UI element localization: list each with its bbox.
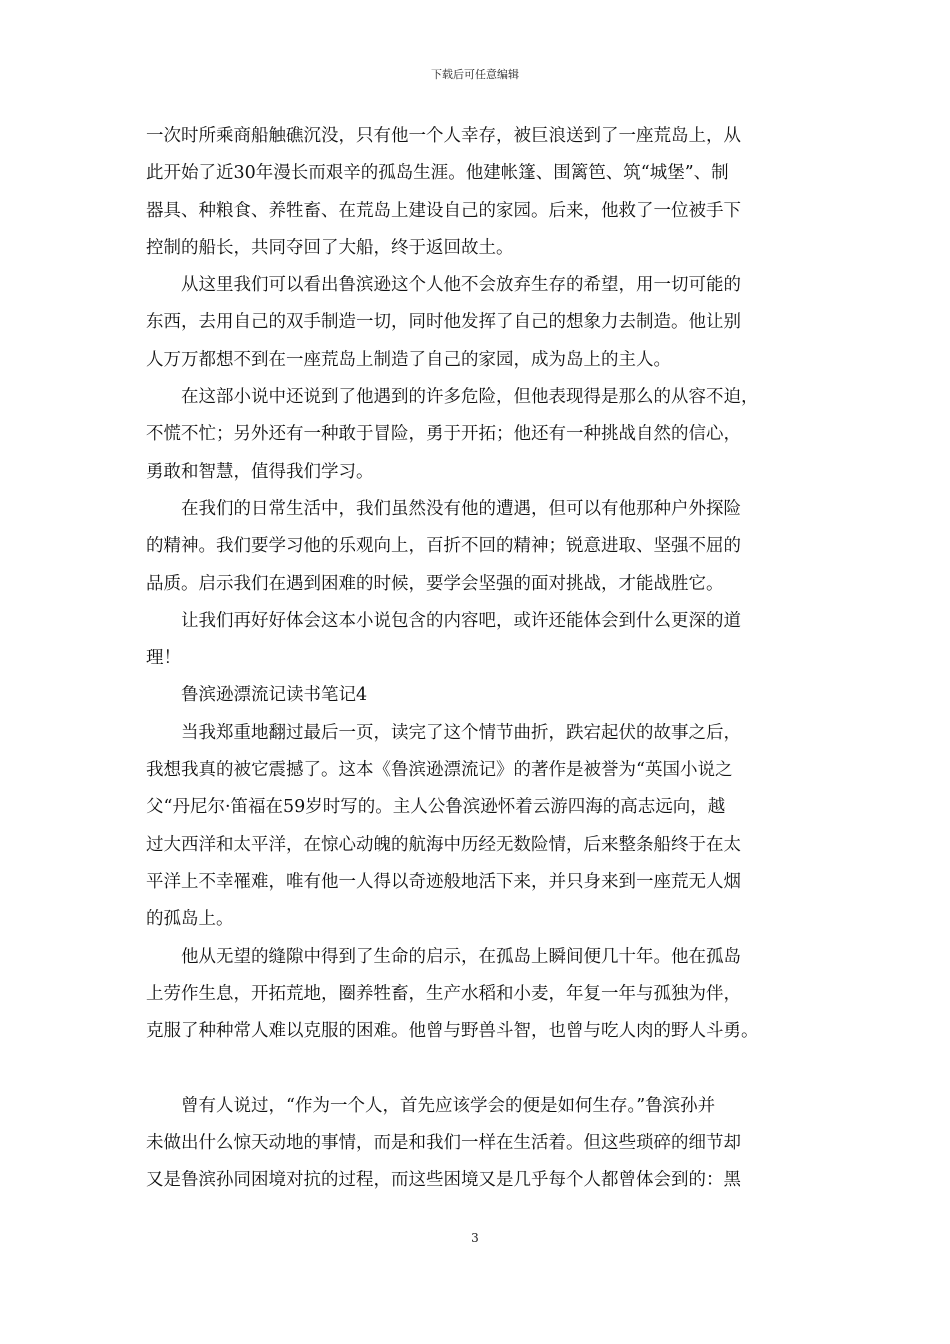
- text-line: 理！: [146, 648, 181, 669]
- text-line: 不慌不忙；另外还有一种敢于冒险，勇于开拓；他还有一种挑战自然的信心，: [146, 424, 741, 445]
- page-number: 3: [471, 1231, 479, 1245]
- text-line: 的精神。我们要学习他的乐观向上，百折不回的精神；锐意进取、坚强不屈的: [146, 536, 741, 557]
- text-line: 未做出什么惊天动地的事情，而是和我们一样在生活着。但这些琐碎的细节却: [146, 1133, 741, 1154]
- text-line: 勇敢和智慧，值得我们学习。: [146, 461, 374, 482]
- text-line: 当我郑重地翻过最后一页，读完了这个情节曲折，跌宕起伏的故事之后，: [146, 722, 741, 743]
- text-line: 父“丹尼尔·笛福在59岁时写的。主人公鲁滨逊怀着云游四海的高志远向，越: [146, 797, 726, 818]
- text-line: 在这部小说中还说到了他遇到的许多危险，但他表现得是那么的从容不迫，: [146, 387, 759, 408]
- text-line: 控制的船长，共同夺回了大船，终于返回故土。: [146, 237, 514, 258]
- page-header: 下载后可任意编辑: [431, 68, 519, 81]
- text-line: 又是鲁滨孙同困境对抗的过程，而这些困境又是几乎每个人都曾体会到的：黑: [146, 1170, 741, 1191]
- text-line: 过大西洋和太平洋，在惊心动魄的航海中历经无数险情，后来整条船终于在太: [146, 834, 741, 855]
- text-line: 鲁滨逊漂流记读书笔记4: [146, 685, 368, 706]
- text-line: 平洋上不幸罹难，唯有他一人得以奇迹般地活下来，并只身来到一座荒无人烟: [146, 871, 741, 892]
- document-body: [146, 118, 816, 1200]
- text-line: 人万万都想不到在一座荒岛上制造了自己的家园，成为岛上的主人。: [146, 349, 671, 370]
- text-line: 上劳作生息，开拓荒地，圈养牲畜，生产水稻和小麦，年复一年与孤独为伴，: [146, 983, 741, 1004]
- text-line: 让我们再好好体会这本小说包含的内容吧，或许还能体会到什么更深的道: [146, 610, 741, 631]
- text-line: 他从无望的缝隙中得到了生命的启示，在孤岛上瞬间便几十年。他在孤岛: [146, 946, 741, 967]
- text-line: 从这里我们可以看出鲁滨逊这个人他不会放弃生存的希望，用一切可能的: [146, 275, 741, 296]
- text-line: 的孤岛上。: [146, 909, 234, 930]
- text-line: 一次时所乘商船触礁沉没，只有他一个人幸存，被巨浪送到了一座荒岛上，从: [146, 126, 741, 146]
- text-line: 曾有人说过，“作为一个人，首先应该学会的便是如何生存。”鲁滨孙并: [146, 1095, 716, 1116]
- text-line: 东西，去用自己的双手制造一切，同时他发挥了自己的想象力去制造。他让别: [146, 312, 741, 333]
- text-line: 器具、种粮食、养牲畜、在荒岛上建设自己的家园。后来，他救了一位被手下: [146, 200, 741, 221]
- text-line: 品质。启示我们在遇到困难的时候，要学会坚强的面对挑战，才能战胜它。: [146, 573, 724, 594]
- paragraph-gap: [146, 1050, 816, 1087]
- text-line: 在我们的日常生活中，我们虽然没有他的遭遇，但可以有他那种户外探险: [146, 498, 741, 519]
- text-line: 此开始了近30年漫长而艰辛的孤岛生涯。他建帐篷、围篱笆、筑“城堡”、制: [146, 163, 729, 184]
- text-line: 克服了种种常人难以克服的困难。他曾与野兽斗智，也曾与吃人肉的野人斗勇。: [146, 1021, 759, 1042]
- text-line: 我想我真的被它震撼了。这本《鲁滨逊漂流记》的著作是被誉为“英国小说之: [146, 760, 733, 781]
